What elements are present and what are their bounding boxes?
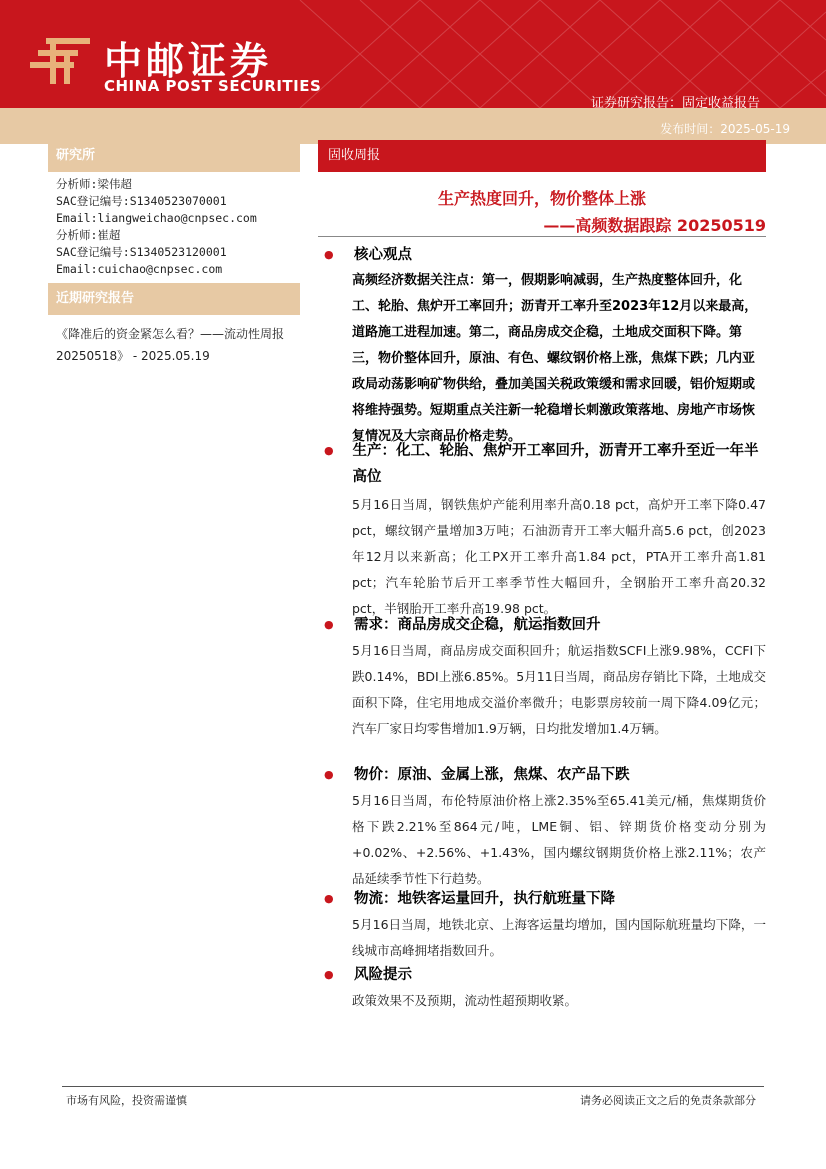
- header-band: [0, 96, 826, 144]
- company-name-en: CHINA POST SECURITIES: [104, 77, 322, 95]
- report-subtitle: ——高频数据跟踪 20250519: [543, 216, 766, 235]
- bullet-icon: ●: [324, 768, 334, 781]
- bullet-icon: ●: [324, 618, 334, 631]
- footer-divider: [62, 1086, 764, 1087]
- section-text: 5月16日当周，地铁北京、上海客运量均增加，国内国际航班量均下降，一线城市高峰拥堵指数回升。: [352, 917, 766, 958]
- analyst-email[interactable]: Email:cuichao@cnpsec.com: [56, 262, 223, 276]
- title-divider: [318, 236, 766, 237]
- section-heading: 核心观点: [354, 247, 412, 263]
- analyst-email[interactable]: Email:liangweichao@cnpsec.com: [56, 211, 257, 225]
- analyst-sac: SAC登记编号:S1340523070001: [56, 194, 227, 208]
- sidebar: [48, 140, 300, 367]
- institute-heading: 研究所: [48, 140, 300, 172]
- section-core-view: [322, 242, 766, 450]
- footer-risk-note: 市场有风险，投资需谨慎: [66, 1094, 187, 1107]
- section-heading: 需求：商品房成交企稳，航运指数回升: [354, 617, 601, 633]
- section-risk: [322, 962, 766, 1014]
- section-heading: 物价：原油、金属上涨，焦煤、农产品下跌: [354, 767, 630, 783]
- report-tag: 固收周报: [318, 140, 766, 172]
- publish-date: 发布时间：2025-05-19: [660, 122, 790, 136]
- section-prices: [322, 762, 766, 892]
- china-post-logo-icon: [28, 36, 92, 86]
- company-name-cn: 中邮证券: [104, 39, 273, 83]
- bullet-icon: ●: [324, 892, 334, 905]
- section-text: 5月16日当周，布伦特原油价格上涨2.35%至65.41美元/桶，焦煤期货价格下跌2.21%至864元/吨，LME铜、铝、锌期货价格变动分别为+0.02%、+2.56%、+1.43%，国内螺纹钢期货价格上涨2.11%；农产品延续季节性下行趋势。: [352, 793, 766, 886]
- recent-report-link[interactable]: 《降准后的资金紧怎么看？——流动性周报 20250518》 - 2025.05.19: [56, 327, 285, 363]
- section-demand: [322, 612, 766, 742]
- section-logistics: [322, 886, 766, 964]
- section-heading: 生产：化工、轮胎、焦炉开工率回升，沥青开工率升至近一年半高位: [352, 443, 759, 485]
- bullet-icon: ●: [324, 248, 334, 261]
- footer-disclaimer-note: 请务必阅读正文之后的免责条款部分: [580, 1094, 756, 1107]
- analyst-sac: SAC登记编号:S1340523120001: [56, 245, 227, 259]
- analyst-name: 分析师:梁伟超: [56, 177, 132, 191]
- recent-reports-heading: 近期研究报告: [48, 283, 300, 315]
- report-main: [318, 140, 766, 236]
- section-production: [322, 438, 766, 622]
- report-type: 证券研究报告：固定收益报告: [590, 96, 760, 111]
- bullet-icon: ●: [324, 444, 334, 457]
- report-title: 生产热度回升，物价整体上涨: [437, 189, 646, 208]
- section-text: 5月16日当周，商品房成交面积回升；航运指数SCFI上涨9.98%，CCFI下跌0.14%，BDI上涨6.85%。5月11日当周，商品房存销比下降，土地成交面积下降，住宅用地成交溢价率微升；电影票房较前一周下降4.09亿元；汽车厂家日均零售增加1.9万辆，日均批发增加1.4万辆。: [352, 643, 766, 736]
- section-heading: 风险提示: [354, 967, 412, 983]
- analyst-name: 分析师:崔超: [56, 228, 121, 242]
- section-heading: 物流：地铁客运量回升，执行航班量下降: [354, 891, 615, 907]
- section-text: 高频经济数据关注点：第一，假期影响减弱，生产热度整体回升，化工、轮胎、焦炉开工率回升；沥青开工率升至2023年12月以来最高，道路施工进程加速。第二，商品房成交企稳，土地成交面积下降。第三，物价整体回升，原油、有色、螺纹钢价格上涨，焦煤下跌；几内亚政局动荡影响矿物供给，叠加美国关税政策缓和需求回暖，铝价短期或将维持强势。短期重点关注新一轮稳增长刺激政策落地、房地产市场恢复情况及大宗商品价格走势。: [352, 273, 758, 444]
- bullet-icon: ●: [324, 968, 334, 981]
- section-text: 政策效果不及预期，流动性超预期收紧。: [352, 993, 578, 1008]
- section-text: 5月16日当周，钢铁焦炉产能利用率升高0.18 pct，高炉开工率下降0.47 pct，螺纹钢产量增加3万吨；石油沥青开工率大幅升高5.6 pct，创2023年12月以来新高；化工PX开工率升高1.84 pct，PTA开工率升高1.81 pct；汽车轮胎节后开工率季节性大幅回升，全钢胎开工率升高20.32 pct，半钢胎开工率升高19.98 pct。: [352, 497, 766, 616]
